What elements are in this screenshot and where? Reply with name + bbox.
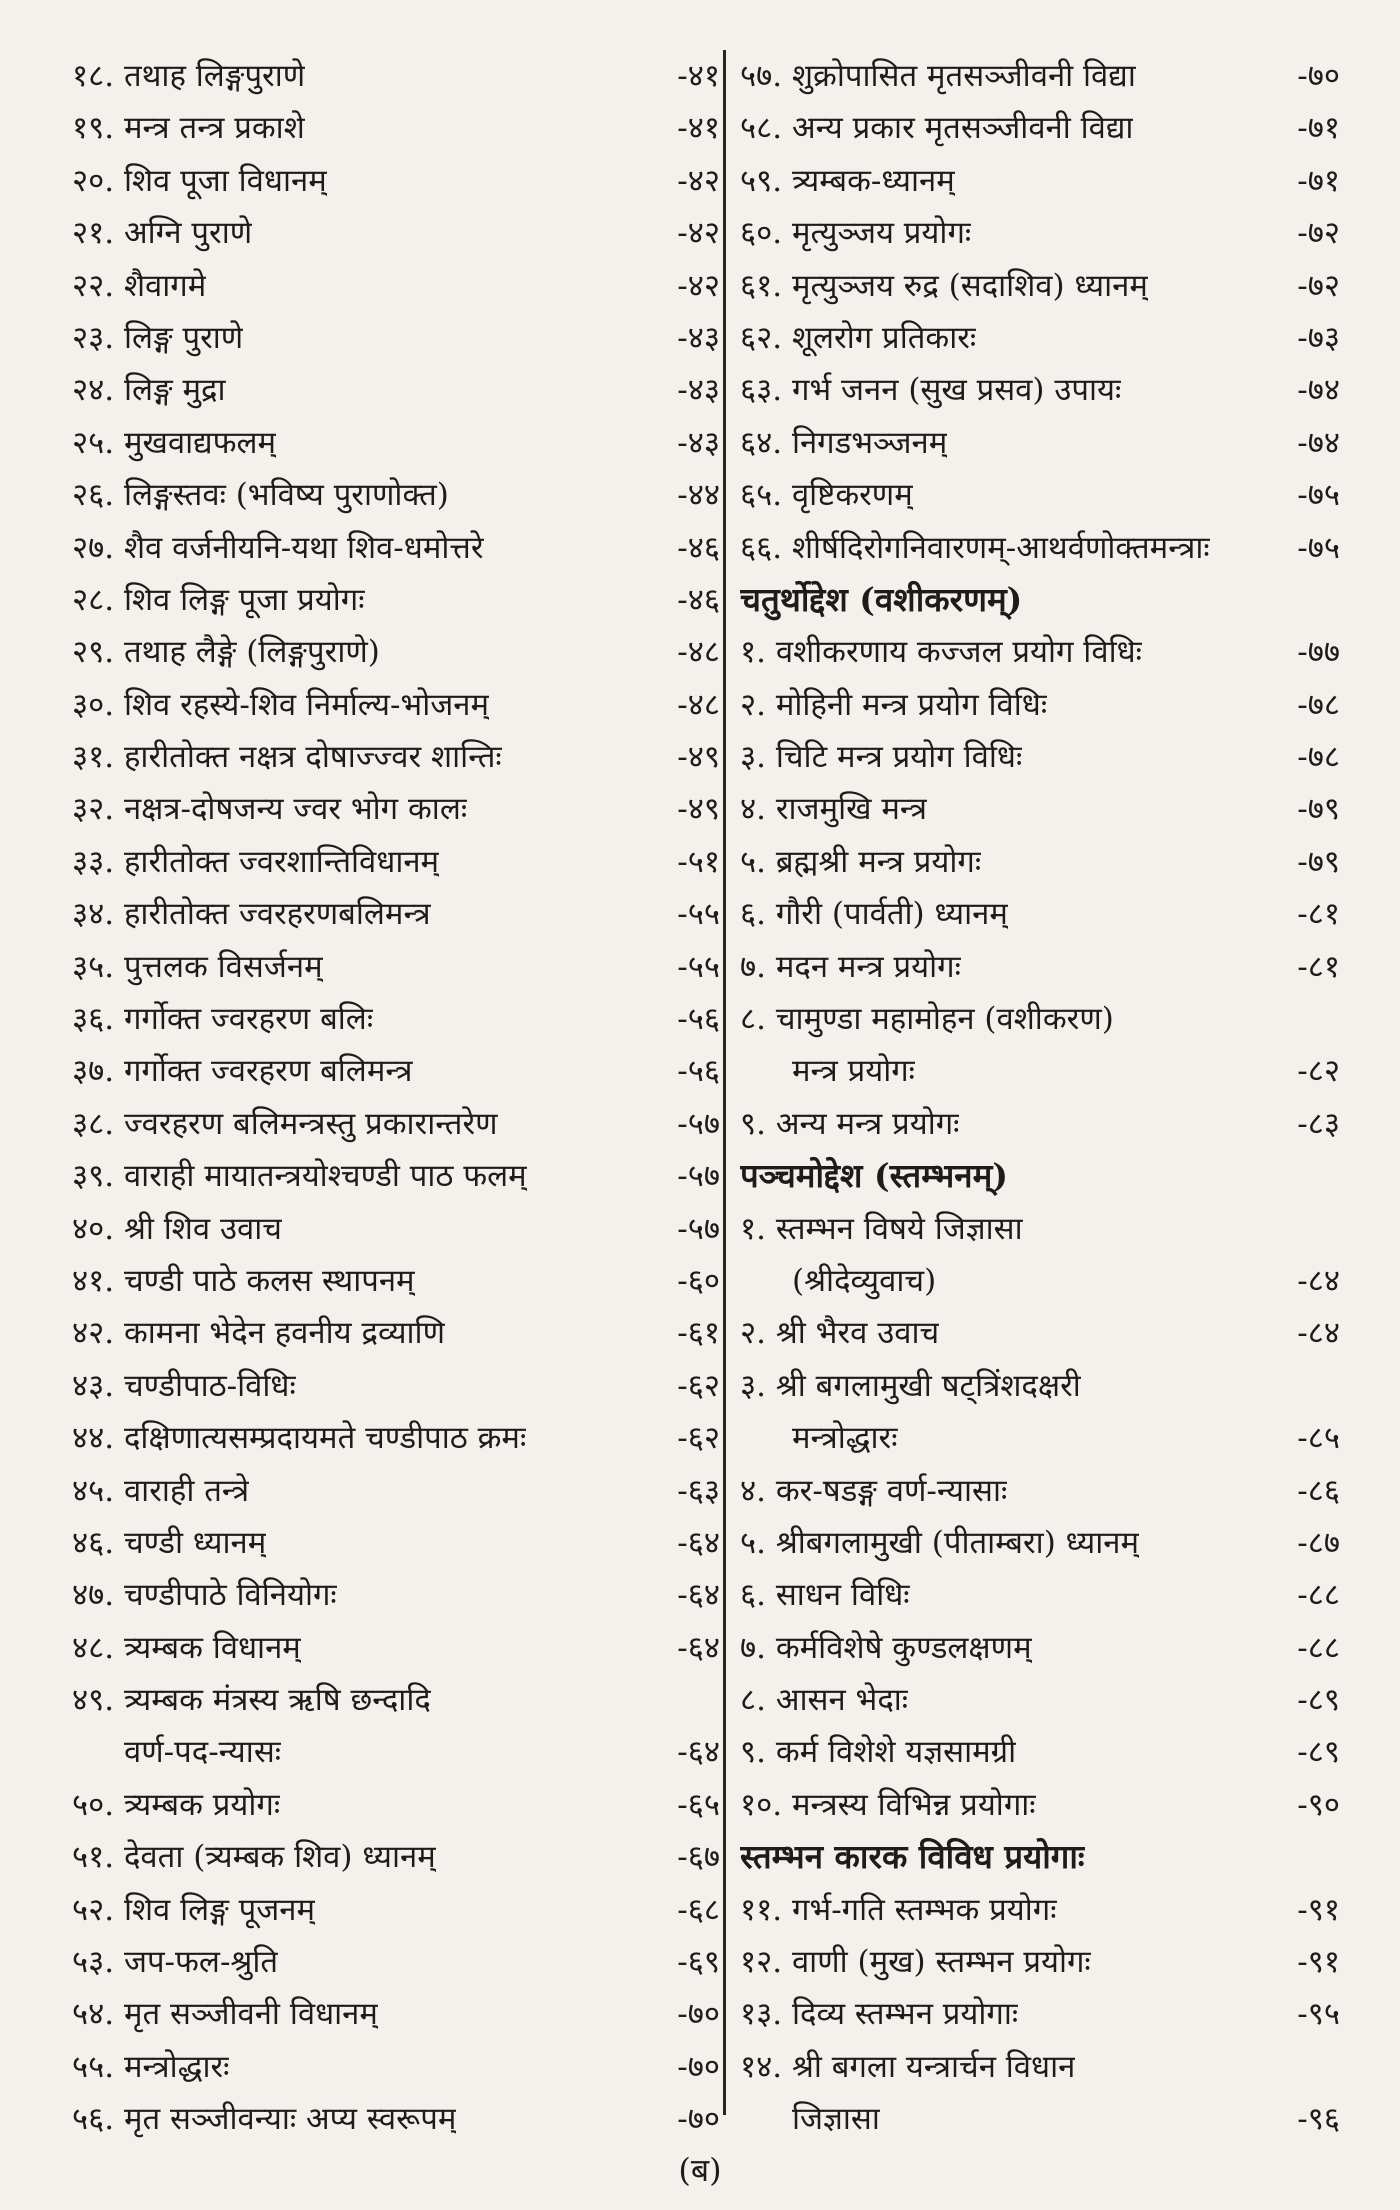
toc-entry-page: -७४	[1297, 424, 1340, 461]
toc-entry-title: ४२. कामना भेदेन हवनीय द्रव्याणि	[72, 1315, 446, 1352]
toc-entry-page: -८६	[1297, 1472, 1340, 1509]
toc-entry-page: -४१	[677, 110, 720, 147]
toc-entry-page: -७१	[1297, 162, 1340, 199]
toc-entry-page: -८१	[1297, 896, 1340, 933]
toc-entry	[72, 1045, 720, 1097]
toc-entry-title: १४. श्री बगला यन्त्रार्चन विधान	[740, 2048, 1076, 2085]
toc-entry-page: -६४	[677, 1524, 720, 1561]
toc-entry-page: -४४	[677, 477, 720, 514]
toc-entry-page: -७३	[1297, 319, 1340, 356]
toc-entry	[72, 1203, 720, 1255]
toc-right-column	[740, 50, 1340, 2146]
toc-entry-page: -६४	[677, 1629, 720, 1666]
toc-entry	[740, 469, 1340, 521]
toc-entry-page: -७०	[677, 1996, 720, 2033]
toc-entry-title: २६. लिङ्गस्तवः (भविष्य पुराणोक्त)	[72, 477, 449, 514]
toc-entry	[740, 1622, 1340, 1674]
toc-entry	[740, 1674, 1340, 1726]
toc-entry-page: -८९	[1297, 1682, 1340, 1719]
toc-entry-title: १३. दिव्य स्तम्भन प्रयोगाः	[740, 1996, 1019, 2033]
toc-entry-title: ५८. अन्य प्रकार मृतसञ्जीवनी विद्या	[740, 110, 1134, 147]
toc-entry-page: -८२	[1297, 1053, 1340, 1090]
toc-entry-title: ३. चिटि मन्त्र प्रयोग विधिः	[740, 739, 1023, 776]
toc-entry-title: ४१. चण्डी पाठे कलस स्थापनम्	[72, 1262, 415, 1299]
toc-entry-page: -६४	[677, 1577, 720, 1614]
toc-entry-title: ५२. शिव लिङ्ग पूजनम्	[72, 1891, 316, 1928]
toc-entry-page: -९०	[1297, 1786, 1340, 1823]
toc-entry-title: ५५. मन्त्रोद्धारः	[72, 2048, 230, 2085]
toc-entry-page: -९५	[1297, 1996, 1340, 2033]
toc-entry-page: -८९	[1297, 1734, 1340, 1771]
section-heading-text: स्तम्भन कारक विविध प्रयोगाः	[740, 1837, 1085, 1877]
toc-entry	[72, 522, 720, 574]
toc-entry-title: १. वशीकरणाय कज्जल प्रयोग विधिः	[740, 634, 1142, 671]
toc-entry-page: -४९	[677, 739, 720, 776]
toc-entry-title: २२. शैवागमे	[72, 267, 207, 304]
section-heading	[740, 1150, 1340, 1202]
toc-entry-page: -४३	[677, 372, 720, 409]
toc-entry-page: -७२	[1297, 267, 1340, 304]
toc-entry	[72, 207, 720, 259]
toc-entry-title: ६३. गर्भ जनन (सुख प्रसव) उपायः	[740, 372, 1122, 409]
toc-entry-page: -७८	[1297, 739, 1340, 776]
toc-entry	[740, 155, 1340, 207]
toc-entry-title: ३३. हारीतोक्त ज्वरशान्तिविधानम्	[72, 843, 440, 880]
toc-entry	[740, 1884, 1340, 1936]
toc-entry	[740, 1098, 1340, 1150]
toc-entry-title: ४९. त्र्यम्बक मंत्रस्य ऋषि छन्दादि	[72, 1682, 431, 1719]
toc-entry	[740, 888, 1340, 940]
toc-entry-title: ८. आसन भेदाः	[740, 1682, 909, 1719]
toc-entry	[72, 1307, 720, 1359]
toc-entry-title: ६४. निगडभञ्जनम्	[740, 424, 948, 461]
toc-entry-title: १०. मन्त्रस्य विभिन्न प्रयोगाः	[740, 1786, 1036, 1823]
toc-entry	[740, 1936, 1340, 1988]
toc-entry	[72, 417, 720, 469]
toc-entry	[72, 1412, 720, 1464]
toc-entry	[72, 1779, 720, 1831]
toc-entry	[740, 836, 1340, 888]
toc-entry	[740, 2093, 1340, 2145]
toc-entry-title: २४. लिङ्ग मुद्रा	[72, 372, 226, 409]
toc-entry-title: ४७. चण्डीपाठे विनियोगः	[72, 1577, 337, 1614]
toc-entry-title: (श्रीदेव्युवाच)	[792, 1262, 937, 1299]
toc-entry	[740, 626, 1340, 678]
toc-entry	[740, 941, 1340, 993]
toc-entry-title: ६५. वृष्टिकरणम्	[740, 477, 913, 514]
toc-entry	[740, 1517, 1340, 1569]
toc-entry	[72, 364, 720, 416]
toc-entry	[72, 2093, 720, 2145]
toc-entry-page: -६४	[677, 1734, 720, 1771]
toc-entry-title: ३१. हारीतोक्त नक्षत्र दोषाज्ज्वर शान्तिः	[72, 739, 502, 776]
toc-entry-title: मन्त्रोद्धारः	[792, 1420, 898, 1457]
toc-entry-page: -७०	[1297, 57, 1340, 94]
toc-entry-page: -९१	[1297, 1891, 1340, 1928]
toc-entry-title: ११. गर्भ-गति स्तम्भक प्रयोगः	[740, 1891, 1057, 1928]
toc-entry-page: -६९	[677, 1944, 720, 1981]
toc-entry-title: ९. कर्म विशेशे यज्ञसामग्री	[740, 1734, 1017, 1771]
toc-entry-title: २१. अग्नि पुराणे	[72, 215, 253, 252]
toc-entry-page: -५१	[677, 843, 720, 880]
toc-entry-title: २८. शिव लिङ्ग पूजा प्रयोगः	[72, 581, 365, 618]
toc-entry	[740, 2041, 1340, 2093]
toc-entry-title: ४. कर-षडङ्ग वर्ण-न्यासाः	[740, 1472, 1008, 1509]
toc-entry	[72, 783, 720, 835]
toc-entry-page: -८४	[1297, 1315, 1340, 1352]
toc-entry-page: -७९	[1297, 791, 1340, 828]
toc-left-column	[72, 50, 720, 2146]
toc-entry-page: -७९	[1297, 843, 1340, 880]
toc-entry	[72, 1465, 720, 1517]
toc-entry-page: -७५	[1297, 529, 1340, 566]
toc-entry-title: ४. राजमुखि मन्त्र	[740, 791, 928, 828]
toc-entry-page: -६२	[677, 1420, 720, 1457]
toc-entry	[72, 469, 720, 521]
toc-entry-page: -४१	[677, 57, 720, 94]
toc-entry-page: -५७	[677, 1105, 720, 1142]
toc-entry-page: -६२	[677, 1367, 720, 1404]
toc-entry-page: -८८	[1297, 1577, 1340, 1614]
toc-entry-page: -६५	[677, 1786, 720, 1823]
toc-entry-title: ४६. चण्डी ध्यानम्	[72, 1524, 267, 1561]
toc-entry	[740, 1988, 1340, 2040]
toc-entry-title: ४३. चण्डीपाठ-विधिः	[72, 1367, 296, 1404]
toc-entry-title: ३. श्री बगलामुखी षट्त्रिंशदक्षरी	[740, 1367, 1081, 1404]
toc-entry-title: ३२. नक्षत्र-दोषजन्य ज्वर भोग कालः	[72, 791, 468, 828]
toc-entry	[72, 574, 720, 626]
toc-entry	[740, 522, 1340, 574]
toc-entry-page: -४२	[677, 267, 720, 304]
toc-entry-page: -५६	[677, 1001, 720, 1038]
toc-entry-page: -७२	[1297, 215, 1340, 252]
section-heading	[740, 1831, 1340, 1883]
toc-entry	[740, 50, 1340, 102]
toc-entry	[72, 1936, 720, 1988]
toc-entry-page: -४६	[677, 529, 720, 566]
toc-entry-title: ५. ब्रह्मश्री मन्त्र प्रयोगः	[740, 843, 982, 880]
toc-entry-title: जिज्ञासा	[792, 2101, 880, 2138]
toc-entry	[72, 1884, 720, 1936]
toc-entry-title: ३६. गर्गोक्त ज्वरहरण बलिः	[72, 1001, 374, 1038]
toc-entry	[72, 260, 720, 312]
toc-entry-title: २५. मुखवाद्यफलम्	[72, 424, 277, 461]
toc-entry	[72, 1988, 720, 2040]
toc-entry-title: १. स्तम्भन विषये जिज्ञासा	[740, 1210, 1023, 1247]
toc-entry-page: -७०	[677, 2048, 720, 2085]
toc-entry	[740, 207, 1340, 259]
toc-entry	[72, 1098, 720, 1150]
column-divider	[723, 50, 726, 2115]
toc-entry-title: ५. श्रीबगलामुखी (पीताम्बरा) ध्यानम्	[740, 1524, 1140, 1561]
toc-entry-title: ९. अन्य मन्त्र प्रयोगः	[740, 1105, 960, 1142]
toc-entry-title: ३७. गर्गोक्त ज्वरहरण बलिमन्त्र	[72, 1053, 413, 1090]
toc-entry	[740, 1255, 1340, 1307]
toc-entry-title: २३. लिङ्ग पुराणे	[72, 319, 244, 356]
toc-entry-title: २०. शिव पूजा विधानम्	[72, 162, 327, 199]
toc-entry	[72, 50, 720, 102]
toc-entry-page: -७८	[1297, 686, 1340, 723]
toc-entry-title: ५१. देवता (त्र्यम्बक शिव) ध्यानम्	[72, 1839, 436, 1876]
toc-entry	[72, 1360, 720, 1412]
toc-entry	[740, 1465, 1340, 1517]
toc-entry	[72, 836, 720, 888]
toc-entry	[740, 1203, 1340, 1255]
toc-entry-page: -६०	[677, 1262, 720, 1299]
toc-entry	[740, 783, 1340, 835]
toc-entry	[72, 1150, 720, 1202]
toc-entry	[72, 102, 720, 154]
toc-entry-title: ६६. शीर्षदिरोगनिवारणम्-आथर्वणोक्तमन्त्राः	[740, 529, 1210, 566]
toc-entry	[72, 1674, 720, 1726]
toc-entry-page: -६८	[677, 1891, 720, 1928]
toc-entry	[740, 260, 1340, 312]
toc-entry-title: ३९. वाराही मायातन्त्रयोश्चण्डी पाठ फलम्	[72, 1158, 527, 1195]
toc-entry-page: -६३	[677, 1472, 720, 1509]
toc-entry-title: वर्ण-पद-न्यासः	[124, 1734, 282, 1771]
toc-entry-title: ४०. श्री शिव उवाच	[72, 1210, 282, 1247]
toc-entry	[72, 626, 720, 678]
toc-entry-page: -५५	[677, 948, 720, 985]
toc-entry-title: ४५. वाराही तन्त्रे	[72, 1472, 250, 1509]
toc-entry-page: -४२	[677, 215, 720, 252]
toc-entry-page: -४३	[677, 424, 720, 461]
toc-entry	[740, 1412, 1340, 1464]
toc-entry	[72, 155, 720, 207]
toc-entry-title: ५३. जप-फल-श्रुति	[72, 1944, 279, 1981]
toc-entry-title: ६०. मृत्युञ्जय प्रयोगः	[740, 215, 972, 252]
toc-entry-page: -८१	[1297, 948, 1340, 985]
toc-entry-page: -८८	[1297, 1629, 1340, 1666]
toc-entry-title: २९. तथाह लैङ्गे (लिङ्गपुराणे)	[72, 634, 380, 671]
toc-entry-page: -५५	[677, 896, 720, 933]
toc-entry-page: -७१	[1297, 110, 1340, 147]
toc-entry-page: -४६	[677, 581, 720, 618]
toc-entry-title: ६. गौरी (पार्वती) ध्यानम्	[740, 896, 1008, 933]
toc-entry	[740, 417, 1340, 469]
toc-entry-page: -५७	[677, 1158, 720, 1195]
toc-entry-page: -६७	[677, 1839, 720, 1876]
toc-entry	[72, 1831, 720, 1883]
toc-entry	[72, 312, 720, 364]
toc-entry	[72, 1517, 720, 1569]
toc-entry-page: -४८	[677, 634, 720, 671]
toc-entry-title: ७. मदन मन्त्र प्रयोगः	[740, 948, 961, 985]
section-heading-text: पञ्चमोद्देश (स्तम्भनम्)	[740, 1156, 1008, 1196]
toc-entry-page: -४२	[677, 162, 720, 199]
toc-entry-title: १९. मन्त्र तन्त्र प्रकाशे	[72, 110, 305, 147]
toc-entry-page: -८५	[1297, 1420, 1340, 1457]
toc-entry-title: ५६. मृत सञ्जीवन्याः अप्य स्वरूपम्	[72, 2101, 457, 2138]
toc-entry	[740, 1727, 1340, 1779]
toc-entry-page: -७७	[1297, 634, 1340, 671]
toc-entry-page: -४३	[677, 319, 720, 356]
toc-entry-title: ४८. त्र्यम्बक विधानम्	[72, 1629, 301, 1666]
toc-entry	[72, 1622, 720, 1674]
toc-entry-title: ३४. हारीतोक्त ज्वरहरणबलिमन्त्र	[72, 896, 431, 933]
toc-entry-page: -९१	[1297, 1944, 1340, 1981]
section-heading-text: चतुर्थोद्देश (वशीकरणम्)	[740, 579, 1023, 619]
toc-entry-title: ६. साधन विधिः	[740, 1577, 910, 1614]
toc-entry-title: ६२. शूलरोग प्रतिकारः	[740, 319, 977, 356]
toc-entry-page: -८७	[1297, 1524, 1340, 1561]
toc-entry	[740, 364, 1340, 416]
toc-entry	[72, 888, 720, 940]
toc-entry-title: ८. चामुण्डा महामोहन (वशीकरण)	[740, 1001, 1114, 1038]
toc-entry	[740, 312, 1340, 364]
toc-entry	[740, 679, 1340, 731]
toc-entry	[740, 993, 1340, 1045]
toc-entry-title: ३८. ज्वरहरण बलिमन्त्रस्तु प्रकारान्तरेण	[72, 1105, 498, 1142]
toc-entry-title: २. मोहिनी मन्त्र प्रयोग विधिः	[740, 686, 1048, 723]
toc-entry	[72, 941, 720, 993]
toc-entry	[740, 1307, 1340, 1359]
toc-entry-page: -९६	[1297, 2101, 1340, 2138]
toc-entry-title: ५७. शुक्रोपासित मृतसञ्जीवनी विद्या	[740, 57, 1136, 94]
toc-entry-page: -६१	[677, 1315, 720, 1352]
toc-entry	[72, 1727, 720, 1779]
toc-entry-page: -७०	[677, 2101, 720, 2138]
toc-entry	[740, 1045, 1340, 1097]
toc-entry-title: १८. तथाह लिङ्गपुराणे	[72, 57, 306, 94]
toc-entry-page: -४८	[677, 686, 720, 723]
toc-entry	[72, 1569, 720, 1621]
toc-entry-title: ३५. पुत्तलक विसर्जनम्	[72, 948, 323, 985]
page-footer-label: (ब)	[678, 2151, 722, 2189]
toc-entry	[740, 731, 1340, 783]
toc-entry-page: -४९	[677, 791, 720, 828]
toc-entry-title: १२. वाणी (मुख) स्तम्भन प्रयोगः	[740, 1944, 1091, 1981]
toc-entry-title: ४४. दक्षिणात्यसम्प्रदायमते चण्डीपाठ क्रमः	[72, 1420, 527, 1457]
toc-entry-page: -७५	[1297, 477, 1340, 514]
toc-entry	[72, 993, 720, 1045]
toc-entry	[72, 679, 720, 731]
toc-entry-page: -५७	[677, 1210, 720, 1247]
toc-entry-title: ६१. मृत्युञ्जय रुद्र (सदाशिव) ध्यानम्	[740, 267, 1148, 304]
toc-entry-title: २७. शैव वर्जनीयनि-यथा शिव-धमोत्तरे	[72, 529, 484, 566]
toc-entry-page: -८३	[1297, 1105, 1340, 1142]
toc-entry-title: ५४. मृत सञ्जीवनी विधानम्	[72, 1996, 378, 2033]
toc-entry	[740, 1779, 1340, 1831]
toc-entry-page: -७४	[1297, 372, 1340, 409]
section-heading	[740, 574, 1340, 626]
toc-entry-page: -५६	[677, 1053, 720, 1090]
toc-entry	[72, 2041, 720, 2093]
toc-entry-title: ७. कर्मविशेषे कुण्डलक्षणम्	[740, 1629, 1032, 1666]
toc-entry	[740, 102, 1340, 154]
toc-entry-title: २. श्री भैरव उवाच	[740, 1315, 940, 1352]
toc-entry	[740, 1569, 1340, 1621]
toc-entry	[72, 1255, 720, 1307]
toc-entry-title: मन्त्र प्रयोगः	[792, 1053, 915, 1090]
toc-entry	[72, 731, 720, 783]
toc-entry	[740, 1360, 1340, 1412]
toc-entry-title: ५९. त्र्यम्बक-ध्यानम्	[740, 162, 955, 199]
toc-entry-title: ५०. त्र्यम्बक प्रयोगः	[72, 1786, 281, 1823]
toc-entry-page: -८४	[1297, 1262, 1340, 1299]
toc-entry-title: ३०. शिव रहस्ये-शिव निर्माल्य-भोजनम्	[72, 686, 489, 723]
